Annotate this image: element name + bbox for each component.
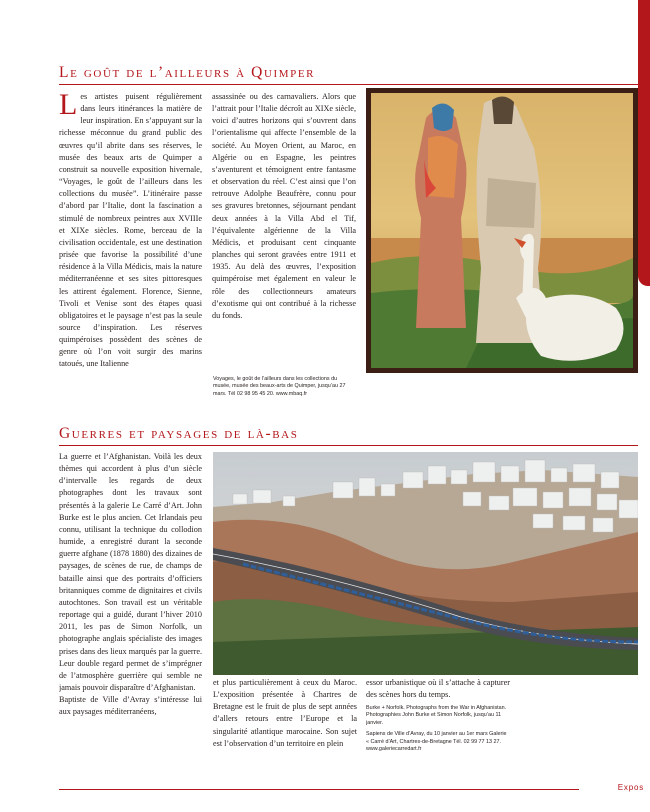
article2-title: Guerres et paysages de là-bas — [59, 425, 299, 442]
article1-caption-text: Voyages, le goût de l’ailleurs dans les collections du musée, musée des beaux-arts de Quimper, jusqu’au 27 mars. Tél 02 98 95 45 20. www.mbaq.fr — [213, 376, 346, 397]
article2-col1-text: La guerre et l’Afghanistan. Voilà les deux thèmes qui accordent à plus d’un siècle d’intervalle les regards de deux photographes dont les travaux sont présentés à la galerie Le Carré d’Art. John Burke est le plus ancien. Cet Irlandais peu connu, utilisant la technique du collodion humide, a enregistré durant la seconde guerre afghane (1878 1880) des dizaines de paysages, de scènes de rue, de champs de bataille ainsi que des portraits d’officiers britanniques comme de dignitaires et civils autochtones. Son travail est un véritable reportage qui a guidé, durant l’hiver 2010 2011, les pas de Simon Norfolk, un photographe anglais spécialiste des images prises dans des lieux marqués par la guerre. Leur double regard permet de s’imprégner de l’atmosphère guerrière qui semble ne jamais pouvoir disparaître d’Afghanistan. — [59, 452, 202, 692]
article2-column-3 — [366, 677, 510, 703]
drop-cap: L — [59, 91, 78, 121]
article2-col2-text: et plus particulièrement à ceux du Maroc. L’exposition présentée à Chartres de Bretagne est le fruit de plus de sept années d’allers retours entre l’Europe et la singularité atlantique marocaine. Son sujet est l’observation d’un territoire en plein — [213, 678, 357, 748]
article2-column-1 — [59, 451, 202, 777]
article2-column-2 — [213, 677, 357, 777]
article2-title-rule — [59, 445, 638, 446]
footer-section-label: Expos — [617, 783, 644, 792]
article1-title-rule — [59, 84, 638, 85]
article1-col2-text: assassinée ou des carnavaliers. Alors que l’attrait pour l’Italie décroît au XIXe siècle, voici d’autres horizons qui s’ouvrent dans l’orientalisme qui affecte l’ensemble de la société. Au Moyen Orient, au Maroc, en Algérie ou en Espagne, les peintres s’aventurent et témoignent entre fantasme et observation du réel. C’est ainsi que l’on retrouve Adolphe Beaufrère, connu pour ses gravures bretonnes, séjournant pendant deux années à la Villa Abd el Tif, l’équivalente algérienne de la Villa Médicis, et produisant cent cinquante planches qui seront gravées entre 1911 et 1935. Au delà des œuvres, l’exposition quimpéroise met également en valeur le rôle des collectionneurs amateurs d’exotisme qui ont contribué à la richesse du fonds. — [212, 92, 356, 320]
article2-caption-2: Sapiens de Ville d’Avray, du 10 janvier au 1er mars Galerie « Carré d’Art, Chartres-de-Bretagne Tél. 02 99 77 13 27. www.galeriecarredart.fr — [366, 731, 507, 753]
article2-col1-p2-text: Baptiste de Ville d’Avray s’intéresse lui aux paysages méditerranéens, — [59, 695, 202, 717]
section-tab — [638, 0, 650, 286]
article1-column-1 — [59, 91, 202, 405]
article1-col1-text: es artistes puisent régulièrement dans leurs itinérances la matière de leur inspiration. En s’appuyant sur la richesse méconnue du grand public des œuvres qu’il abrite dans ses réserves, le musée des beaux arts de Quimper a construit sa nouvelle exposition hivernale, “Voyages, le goût de l’ailleurs dans les collections du musée”. L’itinéraire passe d’abord par l’Italie, dont la fascination a stimulé de nombreux peintres aux XVIIIe et XIXe siècles. Rome, berceau de la civilisation occidentale, est une destination prisée que favorise la possibilité d’une résidence à la Villa Médicis, mais la nature méditerranéenne et ses sites pittoresques les attirent également. Florence, Sienne, Tivoli et Venise sont des étapes quasi obligatoires et le paysage n’est pas la seule source d’inspiration. Les réserves quimpéroises possèdent des scènes de genre où l’on voit surgir des marins tatoués, une Italienne — [59, 92, 202, 369]
painting-image — [366, 88, 638, 373]
article1-title: Le goût de l’ailleurs à Quimper — [59, 64, 316, 81]
footer-rule — [59, 789, 579, 790]
article1-column-2 — [212, 91, 356, 361]
article2-col3-text: essor urbanistique où il s’attache à capturer des scènes hors du temps. — [366, 678, 510, 700]
article2-captions — [366, 705, 510, 775]
landscape-photo — [213, 452, 638, 675]
article1-caption — [213, 376, 353, 406]
article2-caption-1: Burke + Norfolk. Photographs from the War in Afghanistan. Photographies John Burke et Simon Norfolk, jusqu’au 11 janvier. — [366, 705, 507, 726]
